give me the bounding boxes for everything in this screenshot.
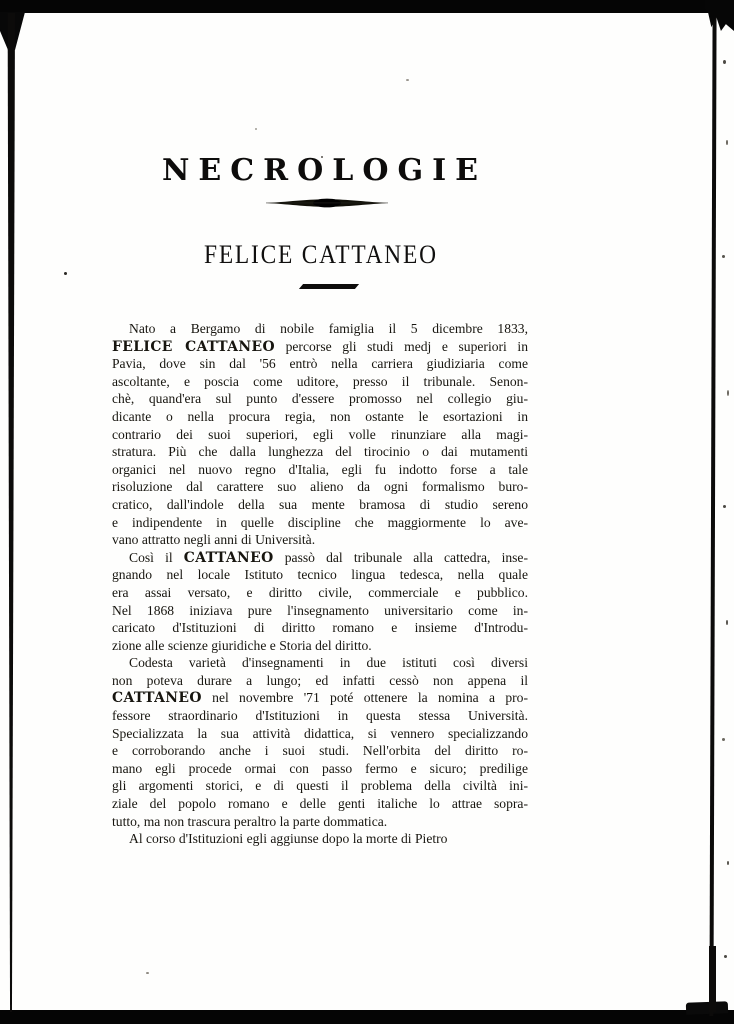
- text-line: Nato a Bergamo di nobile famiglia il 5 dicembre 1833,: [129, 321, 528, 336]
- scan-speckle: [722, 738, 725, 741]
- person-name-bold: CATTANEO: [112, 690, 202, 707]
- scan-border-blemish: [686, 1001, 728, 1014]
- scan-border-left: [7, 13, 15, 1012]
- text-line: Codesta varietà d'insegnamenti in due istituti così diversi: [129, 655, 528, 671]
- article-body: [112, 320, 528, 848]
- text-line: Specializzata la sua attività didattica, si vennero specializzando: [112, 725, 528, 741]
- text-line: risoluzione dal carattere suo alieno da ogni formalismo buro-: [112, 479, 528, 495]
- ornament-divider: [266, 196, 388, 210]
- text-line: contrario dei suoi superiori, egli volle rinunziare alla magi-: [112, 426, 528, 442]
- scan-border-bottom: [0, 1010, 734, 1024]
- person-name-bold: CATTANEO: [183, 549, 274, 566]
- title-rule: [299, 284, 359, 289]
- text-line: gli argomenti storici, e di questi il problema della civiltà ini-: [112, 778, 528, 794]
- scan-speckle: [64, 272, 67, 275]
- text-line: Pavia, dove sin dal '56 entrò nella carriera giudiziaria come: [112, 356, 528, 372]
- text-line: era assai versato, e diritto civile, commerciale e pubblico.: [112, 584, 528, 600]
- text-line: non poteva durare a lungo; ed infatti cessò non appena il: [112, 672, 528, 688]
- section-title: NECROLOGIE: [162, 153, 487, 188]
- scan-speckle: [726, 620, 728, 625]
- text-line: gnando nel locale Istituto tecnico lingua tedesca, nella quale: [112, 567, 528, 583]
- text-line: CATTANEO nel novembre '71 poté ottenere la nomina a pro-: [112, 690, 528, 707]
- scan-corner-blob: [705, 0, 734, 31]
- scan-speckle: [726, 140, 728, 145]
- text-line: fessore straordinario d'Istituzioni in questa stessa Università.: [112, 708, 528, 724]
- text-line: mano egli procede ormai con passo fermo e sicuro; predilige: [112, 760, 528, 776]
- person-name-bold: FELICE CATTANEO: [112, 338, 276, 355]
- scan-speckle: [727, 390, 729, 396]
- text-line: chè, quand'era sul punto d'essere promosso nel collegio giu-: [112, 391, 528, 407]
- scan-speckle: [255, 128, 257, 130]
- text-line: zione alle scienze giuridiche e Storia del diritto.: [112, 637, 372, 653]
- text-line: caricato d'Istituzioni di diritto romano e insieme d'Introdu-: [112, 620, 528, 636]
- text-line: organici nel nuovo regno d'Italia, egli fu indotto forse a tale: [112, 461, 528, 477]
- scan-speckle: [724, 955, 727, 958]
- scan-border-right-thick: [709, 946, 716, 1012]
- text-line: tutto, ma non trascura peraltro la parte dommatica.: [112, 813, 388, 829]
- scan-speckle: [723, 60, 726, 64]
- text-line: e indipendente in quelle discipline che maggiormente lo ave-: [112, 514, 528, 530]
- text-line: cratico, dall'indole della sua mente bramosa di studio sereno: [112, 496, 528, 512]
- text-line: dicante o nella procura regia, non ostante le esortazioni in: [112, 408, 528, 424]
- text-line: FELICE CATTANEO percorse gli studi medj e superiori in: [112, 338, 528, 355]
- article-title: FELICE CATTANEO: [204, 240, 438, 269]
- scan-speckle: [146, 972, 149, 974]
- scan-speckle: [723, 505, 726, 508]
- text-line: Così il CATTANEO passò dal tribunale alla cattedra, inse-: [129, 549, 528, 566]
- text-line: stratura. Più che dalla lunghezza del tirocinio o dai mutamenti: [112, 444, 528, 460]
- scan-speckle: [406, 79, 409, 81]
- text-line: ascoltante, e poscia come uditore, presso il tribunale. Senon-: [112, 373, 528, 389]
- text-line: Al corso d'Istituzioni egli aggiunse dopo la morte di Pietro: [129, 831, 448, 847]
- text-line: Nel 1868 iniziava pure l'insegnamento universitario come in-: [112, 602, 528, 618]
- text-line: ziale del popolo romano e delle genti italiche lo attrae sopra-: [112, 796, 528, 812]
- scan-speckle: [727, 861, 729, 865]
- scan-border-top: [0, 0, 734, 13]
- scan-speckle: [722, 255, 725, 258]
- text-line: e corroborando anche i suoi studi. Nell'orbita del diritto ro-: [112, 743, 528, 759]
- text-line: vano attratto negli anni di Università.: [112, 532, 316, 548]
- scan-border-right: [709, 10, 716, 1016]
